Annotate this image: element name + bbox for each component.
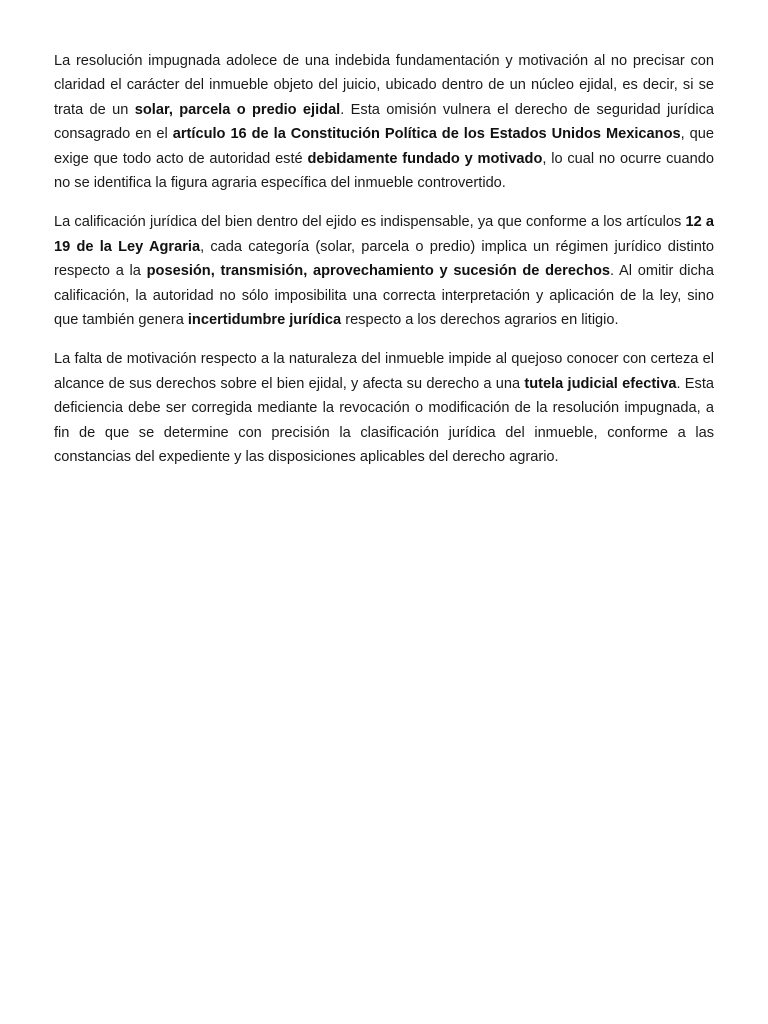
bold-text: posesión, transmisión, aprovechamiento y sucesión de derechos <box>146 263 611 280</box>
text-run: , que exige que todo acto de autoridad esté <box>54 126 714 167</box>
bold-text: 12 a 19 de la Ley Agraria <box>54 214 714 255</box>
paragraph-motivacion <box>54 347 714 469</box>
text-run: La resolución impugnada adolece de una indebida fundamentación y motivación al no precisar con claridad el carácter del inmueble objeto del juicio, ubicado dentro de un núcleo ejidal, es decir, si se trata de un <box>54 53 714 118</box>
text-run: respecto a los derechos agrarios en litigio. <box>341 312 619 329</box>
text-run: . Al omitir dicha calificación, la autoridad no sólo imposibilita una correcta interpretación y aplicación de la ley, sino que también genera <box>54 263 714 329</box>
paragraph-calificacion <box>54 210 714 332</box>
document-body <box>54 49 714 485</box>
bold-text: artículo 16 de la Constitución Política de los Estados Unidos Mexicanos <box>172 126 681 143</box>
bold-text: solar, parcela o predio ejidal <box>134 101 341 118</box>
bold-text: debidamente fundado y motivado <box>307 150 543 167</box>
text-run: La falta de motivación respecto a la naturaleza del inmueble impide al quejoso conocer con certeza el alcance de sus derechos sobre el bien ejidal, y afecta su derecho a una <box>54 351 714 392</box>
text-run: , cada categoría (solar, parcela o predio) implica un régimen jurídico distinto respecto a la <box>54 238 715 280</box>
text-run: La calificación jurídica del bien dentro del ejido es indispensable, ya que conforme a los artículos <box>54 214 686 231</box>
text-run: , lo cual no ocurre cuando no se identifica la figura agraria específica del inmueble controvertido. <box>54 150 714 192</box>
text-run: . Esta omisión vulnera el derecho de seguridad jurídica consagrado en el <box>54 101 714 143</box>
paragraph-fundamentacion <box>54 49 714 195</box>
text-run: . Esta deficiencia debe ser corregida mediante la revocación o modificación de la resolución impugnada, a fin de que se determine con precisión la clasificación jurídica del inmueble, conforme a las constancias del expediente y las disposiciones aplicables del derecho agrario. <box>54 375 714 466</box>
bold-text: tutela judicial efectiva <box>524 375 677 392</box>
bold-text: incertidumbre jurídica <box>187 312 342 329</box>
